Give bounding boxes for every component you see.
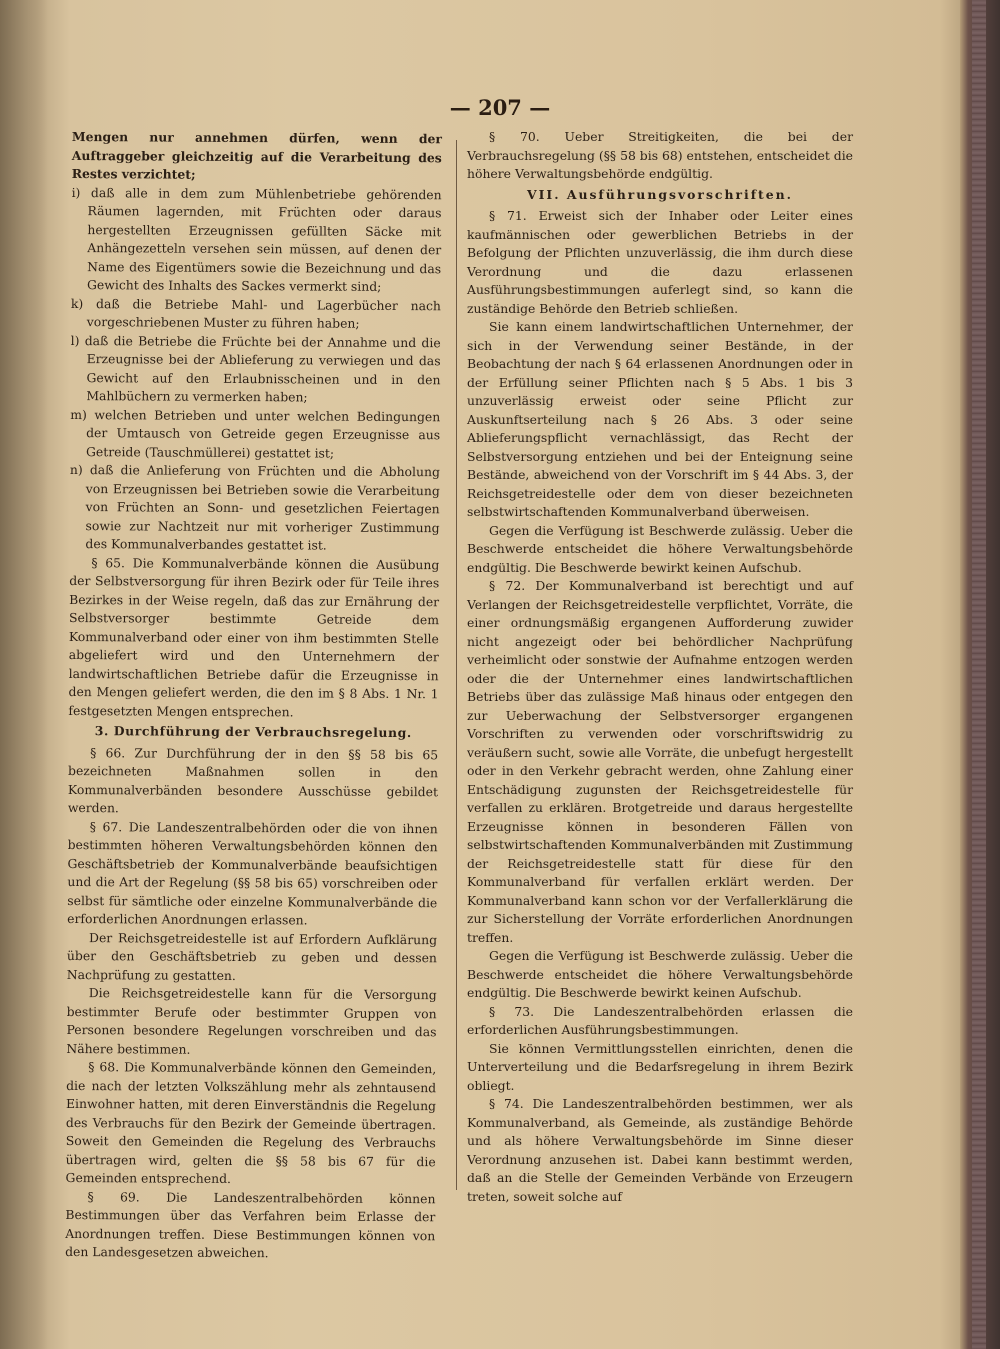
paragraph-68: § 68. Die Kommunalverbände können den Gemeinden, die nach der letzten Volkszählung mehr als zehntausend Einwohner hatten, mit deren Einverständnis die Regelung des Verbrauchs für den Bezirk der Gemeinde übertragen. Soweit den Gemeinden die Regelung des Verbrauchs übertragen wird, gelten die §§ 58 bis 67 für die Gemeinden entsprechend.: [65, 1059, 437, 1186]
column-divider: [456, 140, 457, 1190]
cover-cloth-strip: [972, 0, 986, 1349]
paragraph-67: § 67. Die Landeszentralbehörden oder die von ihnen bestimmten höheren Verwaltungsbehörden können den Geschäftsbetrieb der Kommunalverbände beaufsichtigen und die Art der Regelung (§§ 58 bis 65) vorschreiben oder selbst für sämtliche oder einzelne Kommunalverbände die erforderlichen Anordnungen erlassen.: [67, 818, 438, 928]
item-l: l) daß die Betriebe die Früchte bei der Annahme und die Erzeugnisse bei der Ablieferung zu verwiegen und das Gewicht auf den Erlaubnisscheinen und in den Mahlbüchern zu vermerken haben;: [70, 332, 441, 405]
left-intro: Mengen nur annehmen dürfen, wenn der Auftraggeber gleichzeitig auf die Verarbeitung des Restes verzichtet;: [71, 128, 442, 182]
paragraph-69: § 69. Die Landeszentralbehörden können Bestimmungen über das Verfahren beim Erlasse der Anordnungen treffen. Diese Bestimmungen können von den Landesgesetzen abweichen.: [65, 1188, 436, 1261]
right-column: [467, 128, 853, 1206]
paragraph-66: § 66. Zur Durchführung der in den §§ 58 bis 65 bezeichneten Maßnahmen sollen in den Kommunalverbänden besondere Ausschüsse gebildet werden.: [67, 744, 439, 816]
paragraph-67-second: Der Reichsgetreidestelle ist auf Erfordern Aufklärung über den Geschäftsbetrieb zu geben und dessen Nachprüfung zu gestatten.: [66, 929, 438, 983]
page-number: — 207 —: [449, 95, 551, 120]
section-heading-vii: VII. Ausführungsvorschriften.: [527, 186, 793, 202]
paragraph-70: § 70. Ueber Streitigkeiten, die bei der Verbrauchsregelung (§§ 58 bis 68) entstehen, entscheidet die höhere Verwaltungsbehörde endgültig.: [467, 129, 853, 181]
book-cover-edge: [960, 0, 1000, 1349]
paragraph-67-third: Die Reichsgetreidestelle kann für die Versorgung bestimmter Berufe oder bestimmter Gruppen von Personen besondere Regelungen vorschreiben und das Nähere bestimmen.: [66, 985, 437, 1057]
item-m: m) welchen Betrieben und unter welchen Bedingungen der Umtausch von Getreide gegen Erzeugnisse aus Getreide (Tauschmüllerei) gestattet ist;: [70, 406, 441, 461]
item-n: n) daß die Anlieferung von Früchten und die Abholung von Erzeugnissen bei Betrieben sowie die Verarbeitung von Früchten an Sonn- und gesetzlichen Feiertagen sowie zur Nachtzeit nur mit vorheriger Zustimmung des Kommunalverbandes gestattet ist.: [69, 461, 440, 553]
paragraph-71-second: Sie kann einem landwirtschaftlichen Unternehmer, der sich in der Verwendung seiner Bestände, in der Beobachtung der nach § 64 erlassenen Anordnungen oder in der Erfüllung seiner Pflichten nach § 5 Abs. 1 bis 3 unzuverlässig erweist oder seine Pflicht zur Auskunftserteilung nach § 26 Abs. 3 oder seine Ablieferungspflicht vernachlässigt, das Recht der Selbstversorgung entziehen und bei der Enteignung seine Bestände, abweichend von der Vorschrift im § 44 Abs. 3, der Reichsgetreidestelle oder dem von dieser bezeichneten selbstwirtschaftenden Kommunalverband überweisen.: [467, 319, 853, 519]
paragraph-72: § 72. Der Kommunalverband ist berechtigt und auf Verlangen der Reichsgetreidestelle verpflichtet, Vorräte, die einer ordnungsmäßig ergangenen Aufforderung zuwider nicht angezeigt oder bei behördlicher Nachprüfung verheimlicht oder sonstwie der Aufnahme entzogen werden oder die der Unternehmer eines landwirtschaftlichen Betriebs über das zulässige Maß hinaus oder entgegen den zur Ueberwachung der Selbstversorger ergangenen Vorschriften zu verwenden oder vorschriftswidrig zu veräußern sucht, sowie alle Vorräte, die unbefugt hergestellt oder in den Verkehr gebracht werden, ohne Zahlung einer Entschädigung zugunsten der Reichsgetreidestelle für verfallen zu erklären. Brotgetreide und daraus hergestellte Erzeugnisse können in besonderen Fällen von selbstwirtschaftenden Kommunalverbänden mit Zustimmung der Reichsgetreidestelle statt für diese für den Kommunalverband für verfallen erklärt werden. Der Kommunalverband kann schon vor der Verfallerklärung die zur Sicherstellung der Vorräte erforderlichen Anordnungen treffen.: [467, 578, 853, 945]
item-i: i) daß alle in dem zum Mühlenbetriebe gehörenden Räumen lagernden, mit Früchten oder daraus hergestellten Erzeugnissen gefüllten Säcke mit Anhängezetteln versehen sein müssen, auf denen der Name des Eigentümers sowie die Bezeichnung und das Gewicht des Inhalts des Sackes vermerkt sind;: [71, 184, 442, 294]
paragraph-71-third: Gegen die Verfügung ist Beschwerde zulässig. Ueber die Beschwerde entscheidet die höhere Verwaltungsbehörde endgültig. Die Beschwerde bewirkt keinen Aufschub.: [467, 522, 853, 575]
paragraph-73-second: Sie können Vermittlungsstellen einrichten, denen die Unterverteilung und die Bedarfsregelung in ihrem Bezirk obliegt.: [467, 1040, 853, 1093]
paragraph-65: § 65. Die Kommunalverbände können die Ausübung der Selbstversorgung für ihren Bezirk oder für Teile ihres Bezirkes in der Weise regeln, daß das zur Ernährung der Selbstversorger bestimmte Getreide dem Kommunalverband oder einer von ihm bestimmten Stelle abgeliefert wird und den Unternehmern der landwirtschaftlichen Betriebe dafür die Erzeugnisse in den Mengen geliefert werden, die den im § 8 Abs. 1 Nr. 1 festgesetzten Mengen entsprechen.: [68, 554, 440, 719]
paragraph-72-second: Gegen die Verfügung ist Beschwerde zulässig. Ueber die Beschwerde entscheidet die höhere Verwaltungsbehörde endgültig. Die Beschwerde bewirkt keinen Aufschub.: [467, 948, 853, 1000]
paragraph-71: § 71. Erweist sich der Inhaber oder Leiter eines kaufmännischen oder gewerblichen Betriebs in der Befolgung der Pflichten unzuverlässig, die ihm durch diese Verordnung und die dazu erlassenen Ausführungsbestimmungen auferlegt sind, so kann die zuständige Behörde den Betrieb schließen.: [467, 208, 853, 316]
left-column: [65, 128, 442, 1264]
book-spine-shadow: [0, 0, 48, 1349]
paragraph-73: § 73. Die Landeszentralbehörden erlassen die erforderlichen Ausführungsbestimmungen.: [467, 1003, 853, 1037]
paragraph-74: § 74. Die Landeszentralbehörden bestimmen, wer als Kommunalverband, als Gemeinde, als zuständige Behörde und als höhere Verwaltungsbehörde im Sinne dieser Verordnung anzusehen ist. Dabei kann bestimmt werden, daß an die Stelle der Gemeinden Verbände von Erzeugern treten, soweit solche auf: [467, 1096, 853, 1204]
item-k: k) daß die Betriebe Mahl- und Lagerbücher nach vorgeschriebenen Muster zu führen haben;: [70, 295, 441, 331]
section-heading-3: 3. Durchführung der Verbrauchsregelung.: [94, 723, 412, 741]
